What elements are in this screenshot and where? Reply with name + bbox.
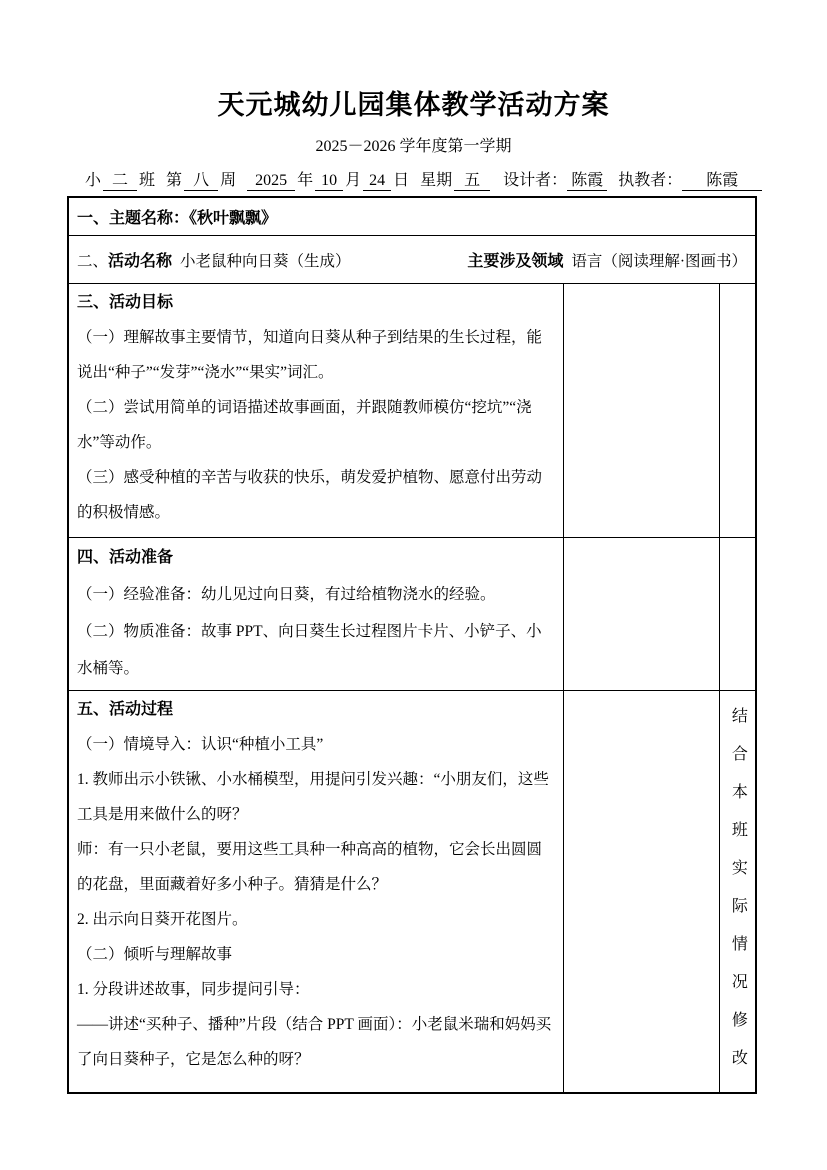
semester-subtitle: 2025－2026 学年度第一学期 <box>315 138 512 155</box>
process-notes-cell <box>563 690 719 1093</box>
goal-item-1: （一）理解故事主要情节，知道向日葵从种子到结果的生长过程，能说出“种子”“发芽”“浇水”“果实”词汇。 <box>77 328 543 381</box>
process-item-3: 师：有一只小老鼠，要用这些工具种一种高高的植物，它会长出圆圆的花盘，里面藏着好多小种子。猜猜是什么？ <box>77 840 543 893</box>
process-cell <box>68 690 563 1093</box>
week-suffix: 周 <box>220 172 237 189</box>
process-heading: 五、活动过程 <box>77 700 174 718</box>
preparation-heading: 四、活动准备 <box>77 548 174 566</box>
year-value: 2025 <box>247 172 295 191</box>
activity-name-cell <box>68 235 756 283</box>
goal-item-3: （三）感受种植的辛苦与收获的快乐，萌发爱护植物、愿意付出劳动的积极情感。 <box>77 468 543 521</box>
preparation-notes-cell <box>563 537 719 690</box>
process-row <box>68 690 756 1093</box>
preparation-side-cell <box>720 537 756 690</box>
activity-name-label: 活动名称 <box>108 252 173 270</box>
activity-name-group <box>77 248 351 271</box>
theme-row <box>68 197 756 235</box>
designer-label: 设计者： <box>503 172 568 189</box>
domain-value: 语言（阅读理解·图画书） <box>571 252 747 270</box>
day-value: 24 <box>363 172 391 191</box>
class-value: 二 <box>103 167 137 191</box>
domain-group <box>467 248 747 271</box>
info-line <box>85 167 760 191</box>
activity-plan-table <box>67 196 757 1094</box>
side-note-vertical-text: 结合本班实际情况修改 <box>729 706 747 1087</box>
teacher-label: 执教者： <box>618 172 683 189</box>
document-title: 天元城幼儿园集体教学活动方案 <box>217 90 610 120</box>
goals-notes-cell <box>563 283 719 537</box>
goals-side-cell <box>720 283 756 537</box>
activity-name-number: 二、 <box>77 252 109 270</box>
month-suffix: 月 <box>345 172 362 189</box>
process-item-2: 1. 教师出示小铁锹、小水桶模型，用提问引发兴趣：“小朋友们，这些工具是用来做什么的呀？ <box>77 770 549 823</box>
activity-name-row <box>68 235 756 283</box>
preparation-row <box>68 537 756 690</box>
class-suffix: 班 <box>139 172 156 189</box>
week-prefix: 第 <box>166 172 183 189</box>
process-item-4: 2. 出示向日葵开花图片。 <box>77 910 248 928</box>
goals-heading: 三、活动目标 <box>77 293 174 311</box>
teacher-value: 陈霞 <box>682 167 762 191</box>
theme-cell <box>68 197 756 235</box>
process-item-7: ——讲述“买种子、播种”片段（结合 PPT 画面）：小老鼠米瑞和妈妈买了向日葵种子，它是怎么种的呀？ <box>77 1015 552 1068</box>
year-suffix: 年 <box>297 172 314 189</box>
weekday-value: 五 <box>454 167 490 191</box>
goal-item-2: （二）尝试用简单的词语描述故事画面，并跟随教师模仿“挖坑”“浇水”等动作。 <box>77 398 532 451</box>
week-value: 八 <box>184 167 218 191</box>
preparation-item-1: （一）经验准备：幼儿见过向日葵，有过给植物浇水的经验。 <box>77 585 496 603</box>
domain-label: 主要涉及领域 <box>467 252 564 270</box>
process-item-6: 1. 分段讲述故事，同步提问引导： <box>77 980 310 998</box>
process-item-5: （二）倾听与理解故事 <box>77 945 233 963</box>
goals-row <box>68 283 756 537</box>
preparation-cell <box>68 537 563 690</box>
preparation-item-2: （二）物质准备：故事 PPT、向日葵生长过程图片卡片、小铲子、小水桶等。 <box>77 622 542 677</box>
goals-cell <box>68 283 563 537</box>
designer-value: 陈霞 <box>567 167 607 191</box>
process-item-1: （一）情境导入：认识“种植小工具” <box>77 735 324 753</box>
theme-title: 一、主题名称：《秋叶飘飘》 <box>77 209 278 227</box>
day-suffix: 日 <box>393 172 410 189</box>
process-side-cell <box>720 690 756 1093</box>
activity-name-value: 小老鼠种向日葵（生成） <box>180 252 351 270</box>
month-value: 10 <box>315 172 343 191</box>
class-prefix: 小 <box>85 172 102 189</box>
weekday-prefix: 星期 <box>420 172 453 189</box>
